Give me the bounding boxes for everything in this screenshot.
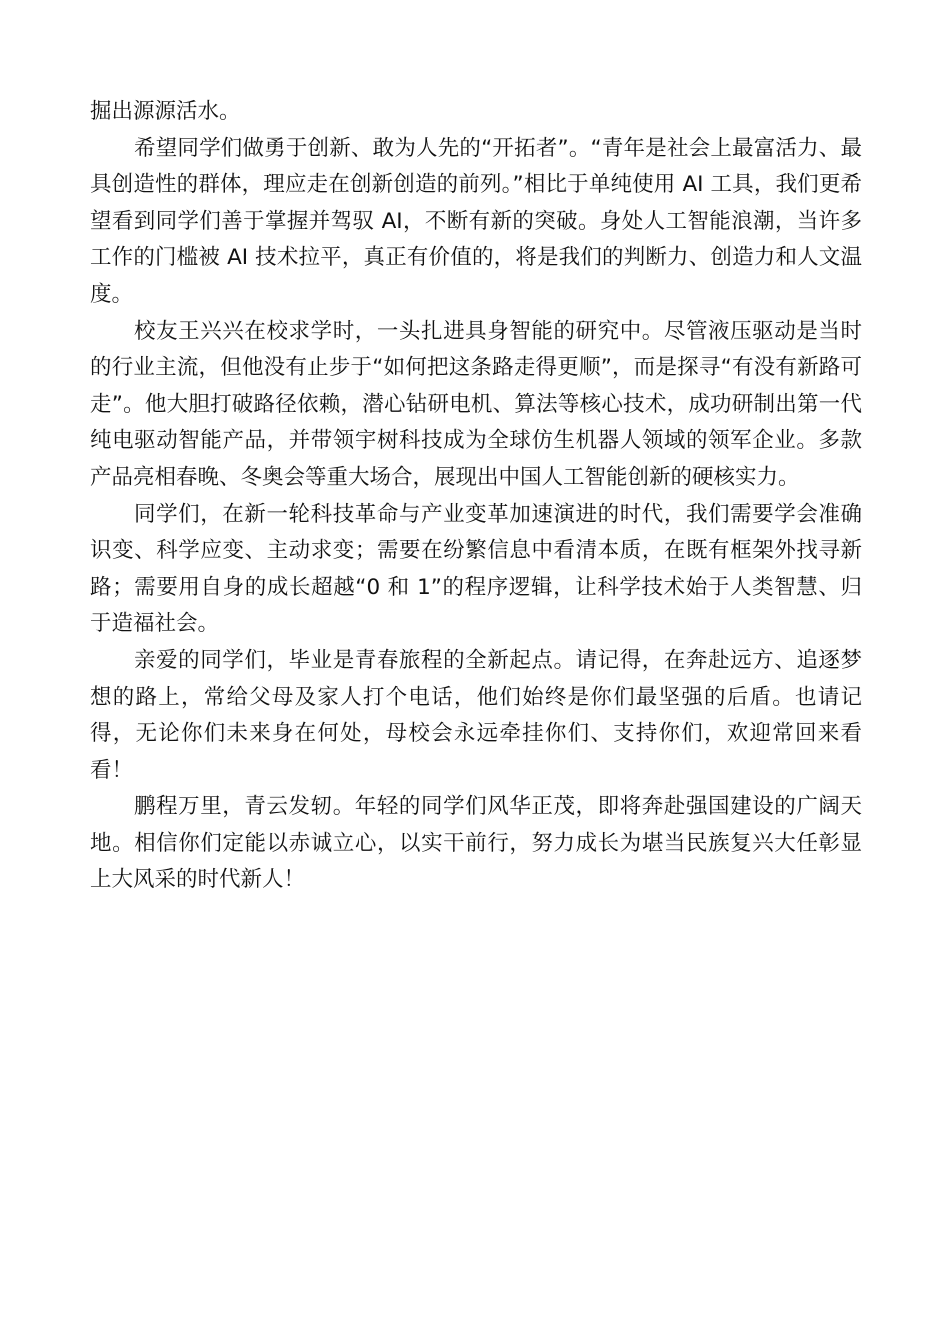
paragraph-alumnus: 校友王兴兴在校求学时，一头扎进具身智能的研究中。尽管液压驱动是当时的行业主流，但他没有止步于“如何把这条路走得更顺”，而是探寻“有没有新路可走”。他大胆打破路径依赖，潜心钻研电机、算法等核心技术，成功研制出第一代纯电驱动智能产品，并带领宇树科技成为全球仿生机器人领域的领军企业。多款产品亮相春晚、冬奥会等重大场合，展现出中国人工智能创新的硬核实力。 [90,318,862,490]
paragraph-graduation: 亲爱的同学们，毕业是青春旅程的全新起点。请记得，在奔赴远方、追逐梦想的路上，常给父母及家人打个电话，他们始终是你们最坚强的后盾。也请记得，无论你们未来身在何处，母校会永远牵挂你们、支持你们，欢迎常回来看看！ [90,647,862,783]
paragraph-continuation: 掘出源源活水。 [90,99,241,124]
paragraph-era: 同学们，在新一轮科技革命与产业变革加速演进的时代，我们需要学会准确识变、科学应变、主动求变；需要在纷繁信息中看清本质，在既有框架外找寻新路；需要用自身的成长超越“0 和 1”的程序逻辑，让科学技术始于人类智慧、归于造福社会。 [90,501,862,637]
paragraph-pioneer: 希望同学们做勇于创新、敢为人先的“开拓者”。“青年是社会上最富活力、最具创造性的群体，理应走在创新创造的前列。”相比于单纯使用 AI 工具，我们更希望看到同学们善于掌握并驾驭 AI，不断有新的突破。身处人工智能浪潮，当许多工作的门槛被 AI 技术拉平，真正有价值的，将是我们的判断力、创造力和人文温度。 [90,135,862,307]
paragraph-closing: 鹏程万里，青云发轫。年轻的同学们风华正茂，即将奔赴强国建设的广阔天地。相信你们定能以赤诚立心，以实干前行，努力成长为堪当民族复兴大任彰显上大风采的时代新人！ [90,794,862,893]
document-body [90,94,862,899]
